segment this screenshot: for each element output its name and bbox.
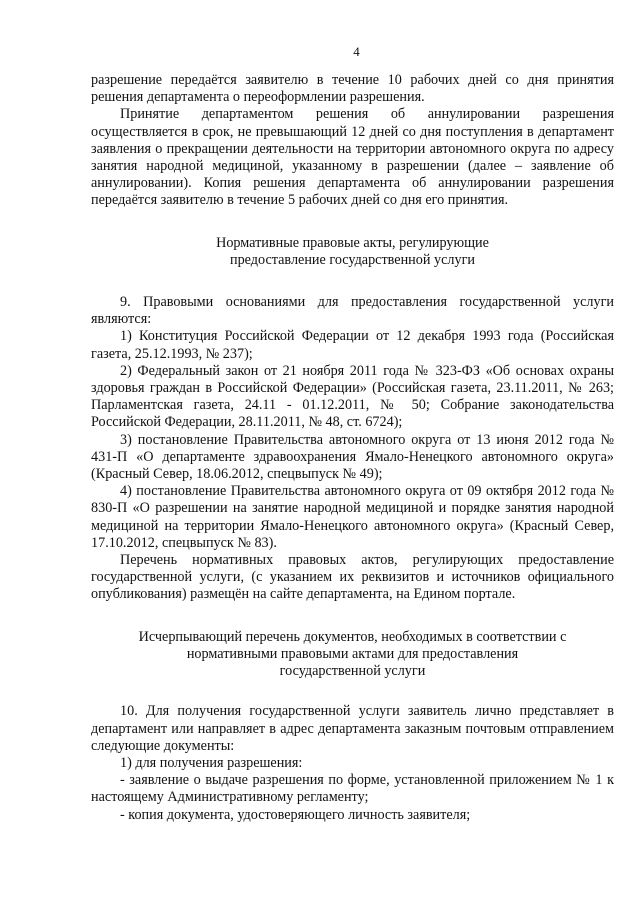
paragraph-9-list-published: Перечень нормативных правовых актов, регулирующих предоставление государственной услуги, (с указанием их реквизитов и источников официального опубликования) размещён на сайте департамента, на Едином портале. (91, 552, 614, 603)
paragraph-annulment: Принятие департаментом решения об аннулировании разрешения осуществляется в срок, не превышающий 12 дней со дня поступления в департамент заявления о прекращении деятельности на территории автономного округа по адресу занятия народной медициной, указанному в разрешении (далее – заявление об аннулировании). Копия решения департамента об аннулировании разрешения передаётся заявителю в течение 5 рабочих дней со дня его принятия. (91, 106, 614, 209)
paragraph-9-item-1: 1) Конституция Российской Федерации от 12 декабря 1993 года (Российская газета, 25.12.1993, № 237); (91, 328, 614, 362)
paragraph-9-item-4: 4) постановление Правительства автономного округа от 09 октября 2012 года № 830-П «О разрешении на занятие народной медициной и порядке занятия народной медициной на территории Ямало-Ненецкого автономного округа» (Красный Север, 17.10.2012, спецвыпуск № 83). (91, 483, 614, 551)
heading-documents-line-1: Исчерпывающий перечень документов, необходимых в соответствии с (138, 628, 567, 645)
paragraph-9-intro: 9. Правовыми основаниями для предоставления государственной услуги являются: (91, 294, 614, 328)
spacer (91, 210, 614, 235)
heading-documents-line-3: государственной услуги (279, 663, 426, 680)
paragraph-reissue-transfer: разрешение передаётся заявителю в течение 10 рабочих дней со дня принятия решения департамента о переоформлении разрешения. (91, 72, 614, 106)
paragraph-9-item-2: 2) Федеральный закон от 21 ноября 2011 года № 323-ФЗ «Об основах охраны здоровья граждан в Российской Федерации» (Российская газета, 23.11.2011, № 263; Парламентская газета, 24.11 - 01.12.2011, № 50; Собрание законодательства Российской Федерации, 28.11.2011, № 48, ст. 6724); (91, 362, 614, 431)
heading-legal-acts-line-1: Нормативные правовые акты, регулирующие (216, 234, 489, 251)
paragraph-10-application: - заявление о выдаче разрешения по форме, установленной приложением № 1 к настоящему Административному регламенту; (91, 772, 614, 806)
paragraph-10-item-1: 1) для получения разрешения: (120, 754, 303, 771)
paragraph-9-item-3: 3) постановление Правительства автономного округа от 13 июня 2012 года № 431-П «О департаменте здравоохранения Ямало-Ненецкого автономного округа» (Красный Север, 18.06.2012, спецвыпуск № 49); (91, 431, 614, 483)
page-number: 4 (353, 44, 360, 59)
spacer (91, 680, 614, 703)
spacer (91, 604, 614, 629)
heading-documents-line-2: нормативными правовыми актами для предоставления (186, 645, 519, 662)
heading-documents-list (91, 629, 614, 681)
heading-legal-acts-line-2: предоставление государственной услуги (230, 251, 475, 268)
paragraph-10-id-copy: - копия документа, удостоверяющего личность заявителя; (120, 806, 471, 823)
spacer (91, 269, 614, 294)
paragraph-10-intro: 10. Для получения государственной услуги заявитель лично представляет в департамент или направляет в адрес департамента заказным почтовым отправлением следующие документы: (91, 703, 614, 754)
heading-legal-acts (91, 235, 614, 269)
